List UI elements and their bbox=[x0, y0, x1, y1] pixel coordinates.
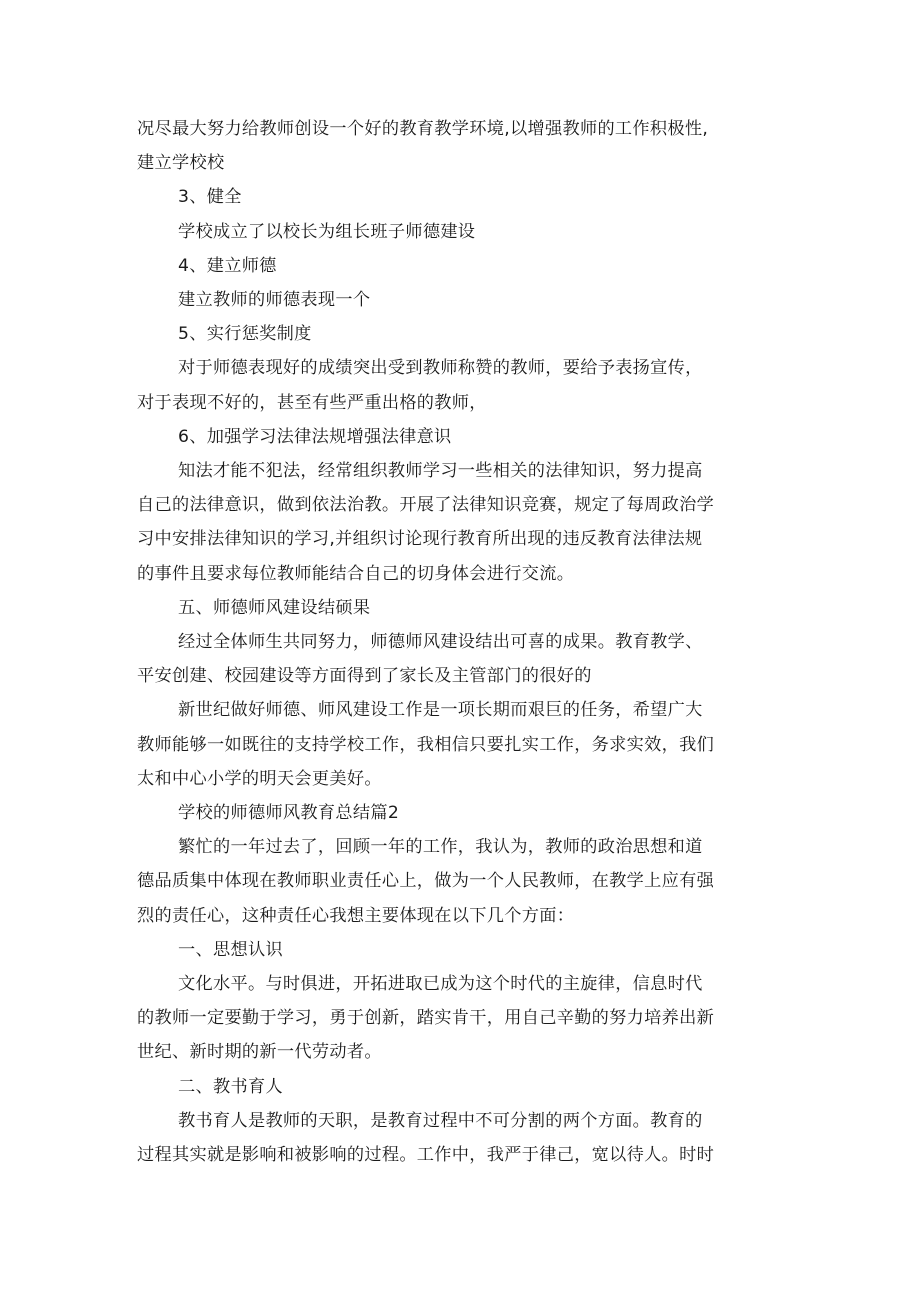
text-line: 太和中心小学的明天会更美好。 bbox=[137, 768, 382, 789]
text-line: 的教师一定要勤于学习，勇于创新，踏实肯干，用自己辛勤的努力培养出新 bbox=[137, 1008, 715, 1029]
text-line: 新世纪做好师德、师风建设工作是一项长期而艰巨的任务，希望广大 bbox=[178, 700, 703, 721]
text-line: 5、实行惩奖制度 bbox=[178, 324, 312, 345]
text-line: 4、建立师德 bbox=[178, 255, 277, 276]
text-line: 世纪、新时期的新一代劳动者。 bbox=[137, 1042, 382, 1063]
text-line: 一、思想认识 bbox=[178, 939, 283, 960]
text-line: 对于师德表现好的成绩突出受到教师称赞的教师，要给予表扬宣传， bbox=[178, 358, 703, 379]
text-line: 6、加强学习法律法规增强法律意识 bbox=[178, 426, 452, 447]
text-line: 建立学校校 bbox=[137, 153, 225, 174]
text-line: 况尽最大努力给教师创设一个好的教育教学环境,以增强教师的工作积极性, bbox=[137, 119, 709, 139]
text-line: 学校成立了以校长为组长班子师德建设 bbox=[178, 221, 476, 242]
text-line: 二、教书育人 bbox=[178, 1076, 283, 1097]
text-line: 经过全体师生共同努力，师德师风建设结出可喜的成果。教育教学、 bbox=[178, 632, 703, 653]
text-line: 3、健全 bbox=[178, 187, 242, 208]
text-line: 繁忙的一年过去了，回顾一年的工作，我认为，教师的政治思想和道 bbox=[178, 837, 703, 858]
text-line: 知法才能不犯法，经常组织教师学习一些相关的法律知识，努力提高 bbox=[178, 461, 703, 482]
text-line: 平安创建、校园建设等方面得到了家长及主管部门的很好的 bbox=[137, 666, 592, 687]
text-line: 习中安排法律知识的学习,并组织讨论现行教育所出现的违反教育法律法规 bbox=[137, 529, 703, 550]
text-line: 建立教师的师德表现一个 bbox=[178, 290, 371, 311]
text-line: 五、师德师风建设结硕果 bbox=[178, 597, 371, 618]
text-line: 过程其实就是影响和被影响的过程。工作中，我严于律己，宽以待人。时时 bbox=[137, 1145, 715, 1166]
text-line: 德品质集中体现在教师职业责任心上，做为一个人民教师，在教学上应有强 bbox=[137, 871, 715, 892]
text-line: 文化水平。与时俱进，开拓进取已成为这个时代的主旋律，信息时代 bbox=[178, 974, 703, 995]
text-line: 的事件且要求每位教师能结合自己的切身体会进行交流。 bbox=[137, 563, 575, 584]
text-line: 自己的法律意识，做到依法治教。开展了法律知识竞赛，规定了每周政治学 bbox=[137, 495, 715, 516]
text-line: 教师能够一如既往的支持学校工作，我相信只要扎实工作，务求实效，我们 bbox=[137, 734, 715, 755]
text-line: 学校的师德师风教育总结篇2 bbox=[178, 803, 400, 824]
document-text bbox=[137, 112, 797, 1172]
text-line: 教书育人是教师的天职，是教育过程中不可分割的两个方面。教育的 bbox=[178, 1110, 703, 1131]
text-line: 对于表现不好的，甚至有些严重出格的教师， bbox=[137, 392, 487, 413]
text-line: 烈的责任心，这种责任心我想主要体现在以下几个方面： bbox=[137, 905, 575, 926]
